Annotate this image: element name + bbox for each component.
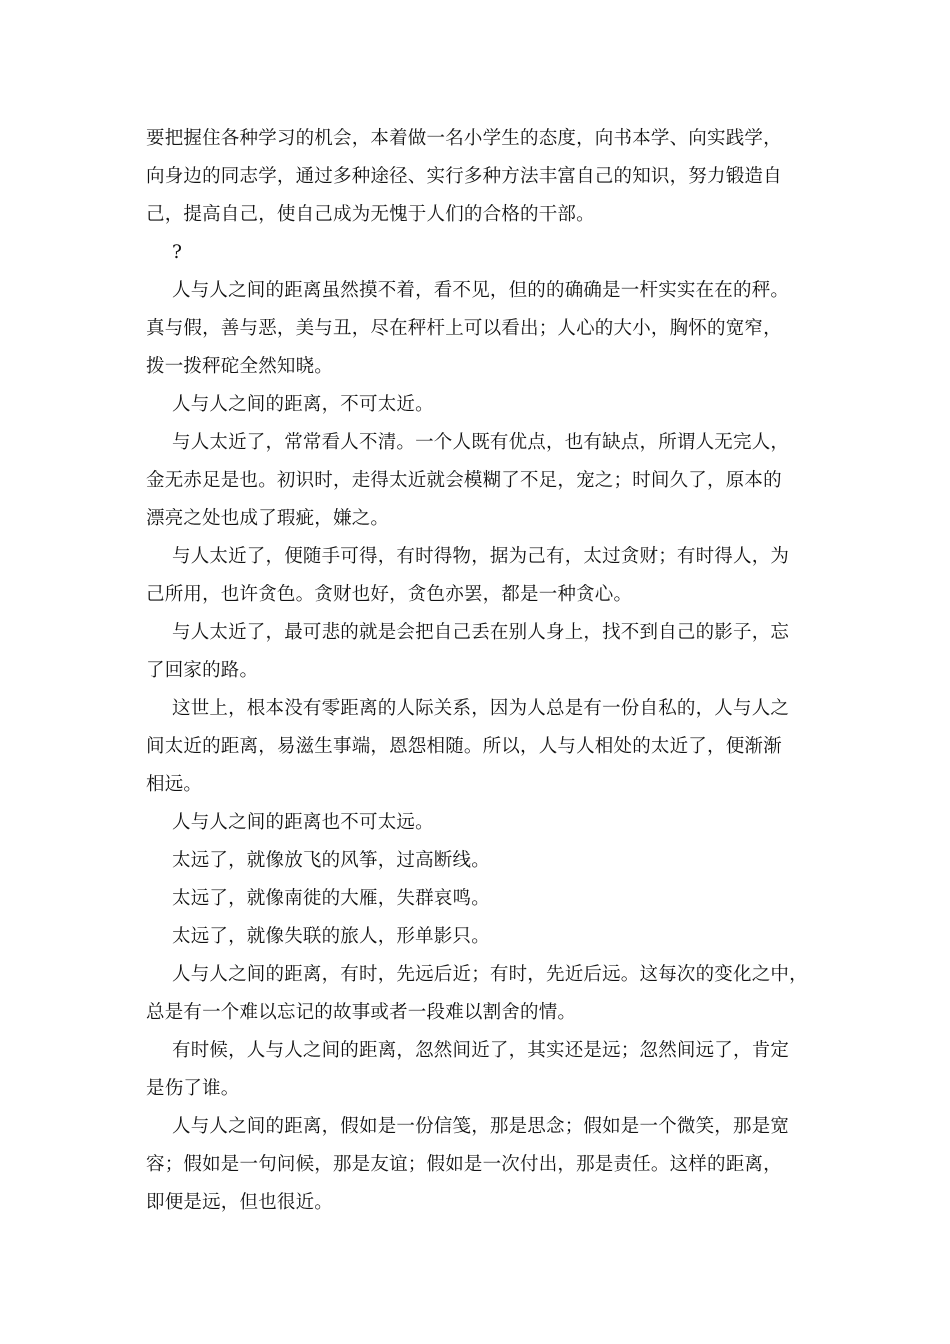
document-body — [146, 120, 826, 1222]
text-line: 容；假如是一句问候，那是友谊；假如是一次付出，那是责任。这样的距离， — [146, 1154, 782, 1175]
text-line: 是伤了谁。 — [146, 1078, 240, 1099]
text-line: ? — [172, 242, 183, 263]
text-line: 与人太近了，最可悲的就是会把自己丢在别人身上，找不到自己的影子，忘 — [172, 622, 790, 643]
text-line: 太远了，就像失联的旅人，形单影只。 — [172, 926, 490, 947]
text-line: 与人太近了，便随手可得，有时得物，据为己有，太过贪财；有时得人，为 — [172, 546, 790, 567]
text-line: 太远了，就像放飞的风筝，过高断线。 — [172, 850, 490, 871]
text-line: 己，提高自己，使自己成为无愧于人们的合格的干部。 — [146, 204, 595, 225]
text-line: 太远了，就像南徙的大雁，失群哀鸣。 — [172, 888, 490, 909]
text-line: 人与人之间的距离，不可太近。 — [172, 394, 434, 415]
text-line: 己所用，也许贪色。贪财也好，贪色亦罢，都是一种贪心。 — [146, 584, 633, 605]
text-line: 了回家的路。 — [146, 660, 259, 681]
text-line: 金无赤足是也。初识时，走得太近就会模糊了不足，宠之；时间久了，原本的 — [146, 470, 782, 491]
text-line: 这世上，根本没有零距离的人际关系，因为人总是有一份自私的，人与人之 — [172, 698, 790, 719]
text-line: 人与人之间的距离虽然摸不着，看不见，但的的确确是一杆实实在在的秤。 — [172, 280, 790, 301]
text-line: 向身边的同志学，通过多种途径、实行多种方法丰富自己的知识，努力锻造自 — [146, 166, 782, 187]
text-line: 拨一拨秤砣全然知晓。 — [146, 356, 334, 377]
text-line: 即便是远，但也很近。 — [146, 1192, 334, 1213]
text-line: 相远。 — [146, 774, 203, 795]
text-line: 间太近的距离，易滋生事端，恩怨相随。所以，人与人相处的太近了，便渐渐 — [146, 736, 782, 757]
text-line: 与人太近了，常常看人不清。一个人既有优点，也有缺点，所谓人无完人， — [172, 432, 790, 453]
text-line: 人与人之间的距离，有时，先远后近；有时，先近后远。这每次的变化之中， — [172, 964, 808, 985]
text-line: 真与假，善与恶，美与丑，尽在秤杆上可以看出；人心的大小，胸怀的宽窄， — [146, 318, 782, 339]
text-line: 漂亮之处也成了瑕疵，嫌之。 — [146, 508, 390, 529]
text-line: 人与人之间的距离也不可太远。 — [172, 812, 434, 833]
text-line: 要把握住各种学习的机会，本着做一名小学生的态度，向书本学、向实践学， — [146, 128, 782, 149]
text-line: 总是有一个难以忘记的故事或者一段难以割舍的情。 — [146, 1002, 577, 1023]
text-line: 有时候，人与人之间的距离，忽然间近了，其实还是远；忽然间远了，肯定 — [172, 1040, 790, 1061]
text-line: 人与人之间的距离，假如是一份信笺，那是思念；假如是一个微笑，那是宽 — [172, 1116, 790, 1137]
